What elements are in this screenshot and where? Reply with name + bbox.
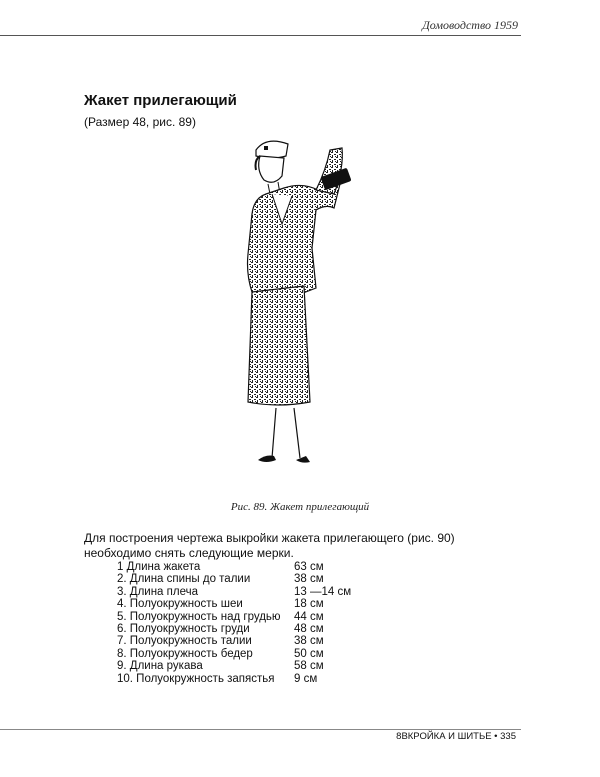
measure-name: 10. Полуокружность запястья	[117, 672, 275, 685]
table-row	[117, 611, 351, 623]
woman-in-fitted-jacket-illustration	[236, 132, 376, 472]
measure-value: 13 —14 см	[294, 585, 352, 598]
table-row	[117, 573, 351, 585]
measurements-table	[117, 561, 351, 685]
figure-caption: Рис. 89. Жакет прилегающий	[230, 501, 370, 513]
measure-name: 9. Длина рукава	[117, 660, 203, 673]
table-row	[117, 648, 351, 660]
section-title: Жакет прилегающий	[84, 92, 237, 109]
running-header-title: Домоводство 1959	[422, 18, 518, 32]
measure-name: 1 Длина жакета	[117, 561, 201, 573]
intro-paragraph: Для построения чертежа выкройки жакета прилегающего (рис. 90) необходимо снять следующие мерки.	[84, 531, 455, 560]
header-divider	[0, 35, 521, 36]
measure-name: 2. Длина спины до талии	[117, 573, 251, 586]
measure-value: 44 см	[294, 610, 324, 623]
measure-value: 38 см	[294, 573, 324, 586]
page-footer: 8ВКРОЙКА И ШИТЬЕ • 335	[396, 731, 516, 742]
measure-name: 3. Длина плеча	[117, 585, 198, 598]
measure-name: 8. Полуокружность бедер	[117, 647, 253, 660]
footer-divider	[0, 729, 521, 730]
measure-value: 9 см	[294, 672, 318, 685]
measure-name: 5. Полуокружность над грудью	[117, 610, 281, 623]
table-row	[117, 660, 351, 672]
measure-value: 38 см	[294, 635, 324, 648]
measure-value: 48 см	[294, 623, 324, 636]
table-row	[117, 561, 351, 573]
table-row	[117, 586, 351, 598]
measure-value: 58 см	[294, 660, 324, 673]
table-row	[117, 635, 351, 647]
section-subtitle: (Размер 48, рис. 89)	[84, 115, 196, 129]
measure-name: 7. Полуокружность талии	[117, 635, 252, 648]
table-row	[117, 673, 351, 685]
measure-name: 4. Полуокружность шеи	[117, 598, 243, 611]
measure-value: 63 см	[294, 561, 324, 573]
measure-value: 18 см	[294, 598, 324, 611]
table-row	[117, 623, 351, 635]
measure-value: 50 см	[294, 647, 324, 660]
measure-name: 6. Полуокружность груди	[117, 623, 250, 636]
table-row	[117, 598, 351, 610]
